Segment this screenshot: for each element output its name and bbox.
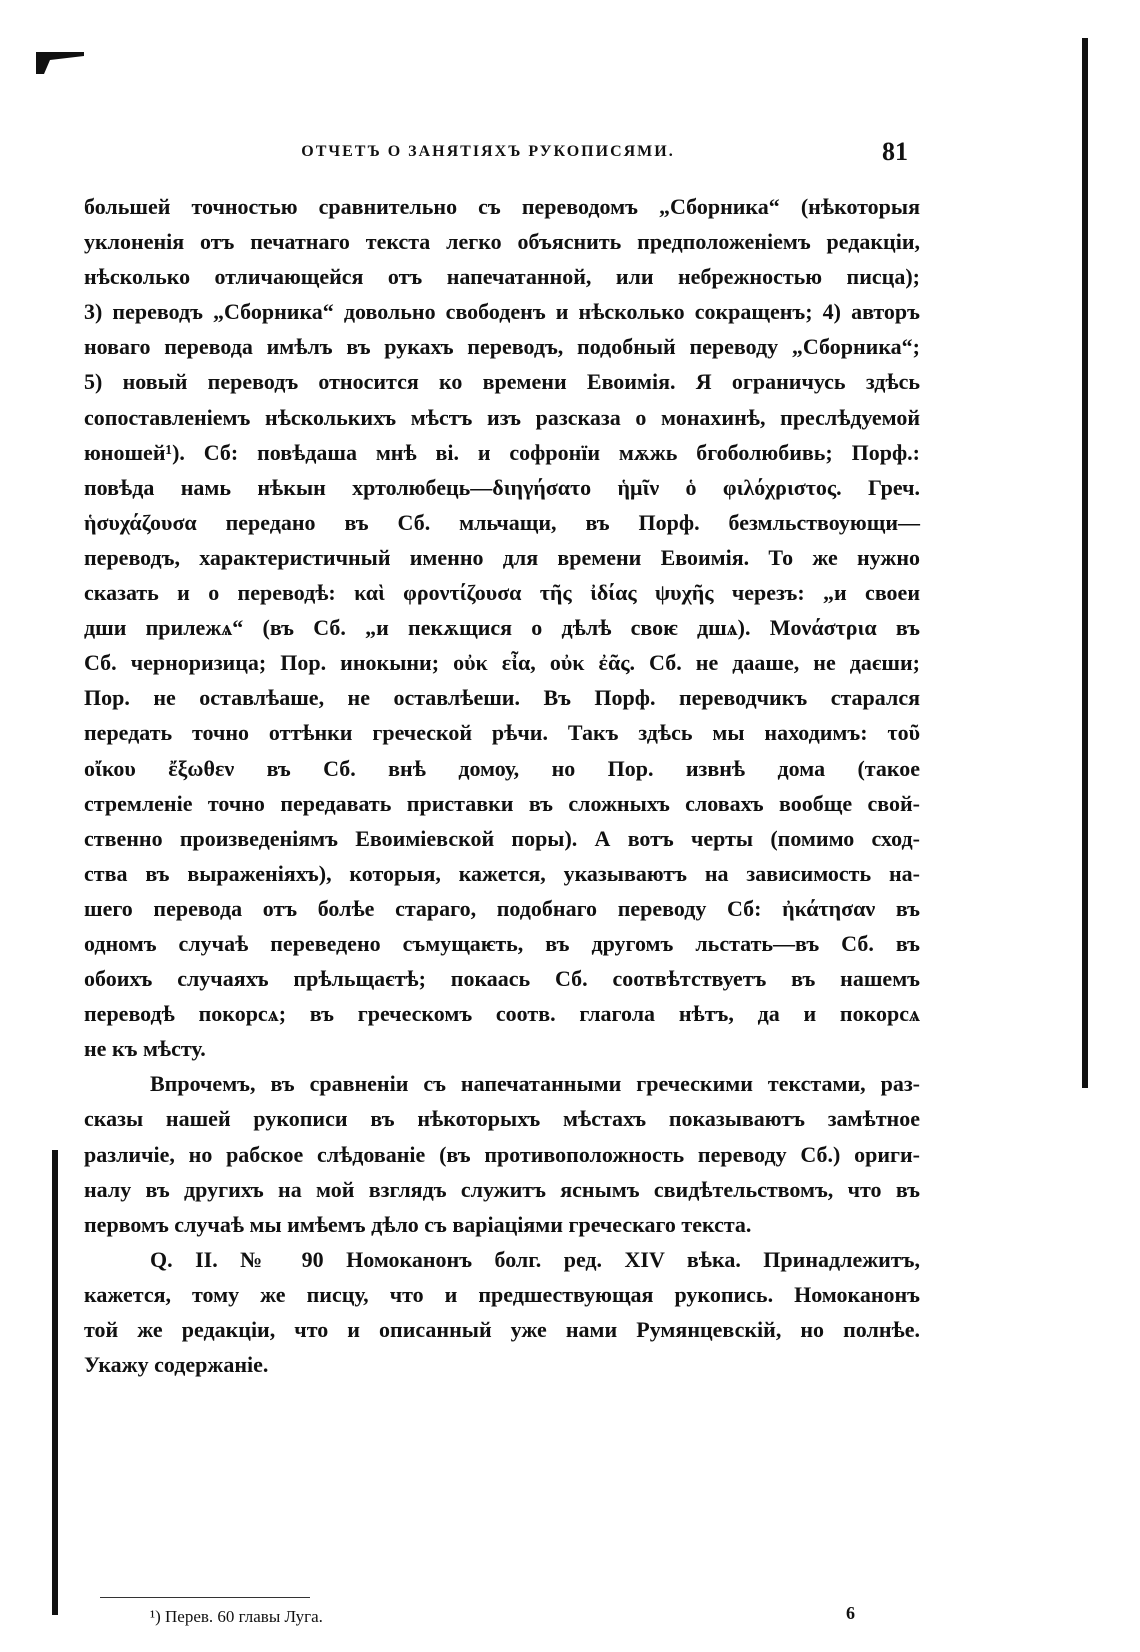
text-line: стремленіе точно передавать приставки въ сложныхъ словахъ вообще свой-	[84, 790, 920, 816]
text-line: ственно произведеніямъ Евоиміевской поры). А вотъ черты (помимо сход-	[84, 825, 920, 851]
text-line: передать точно оттѣнки греческой рѣчи. Такъ здѣсь мы находимъ: τοῦ	[84, 720, 920, 746]
text-line: 3) переводъ „Сборника“ довольно свободенъ и нѣсколько сокращенъ; 4) авторъ	[84, 299, 920, 325]
text-line: Сб. черноризица; Пор. инокыни; οὐκ εἶα, οὐκ ἐᾶς. Сб. не дааше, не даєши;	[84, 650, 920, 676]
text-line: обоихъ случаяхъ прѣльщаєтѣ; покаась Сб. соотвѣтствуетъ въ нашемъ	[84, 966, 920, 992]
text-line: уклоненія отъ печатнаго текста легко объяснить предположеніемъ редакціи,	[84, 229, 920, 255]
text-line: Пор. не оставлѣаше, не оставлѣеши. Въ Порф. переводчикъ старался	[84, 685, 920, 711]
left-margin-scan-line	[52, 1150, 58, 1615]
text-line: Укажу содержаніе.	[84, 1352, 269, 1378]
text-line: нѣсколько отличающейся отъ напечатанной, или небрежностью писца);	[84, 264, 920, 290]
text-line: большей точностью сравнительно съ переводомъ „Сборника“ (нѣкоторыя	[84, 194, 920, 219]
text-line: 5) новый переводъ относится ко времени Евоимія. Я ограничусь здѣсь	[84, 369, 920, 395]
text-line: кажется, тому же писцу, что и предшествующая рукопись. Номоканонъ	[84, 1281, 920, 1307]
signature-mark: 6	[846, 1603, 855, 1623]
text-line: сказать и о переводѣ: καὶ φροντίζουσα τῆς ἰδίας ψυχῆς черезъ: „и своеи	[84, 580, 920, 606]
corner-mark	[36, 52, 84, 74]
text-line: той же редакціи, что и описанный уже нами Румянцевскій, но полнѣе.	[84, 1317, 920, 1342]
text-line: дши прилежѧ“ (въ Сб. „и пекѫщися о дѣлѣ своѥ дшѧ). Μονάστρια въ	[84, 615, 920, 641]
text-line: различіе, но рабское слѣдованіе (въ противоположность переводу Сб.) ориги-	[84, 1141, 920, 1167]
page-header	[84, 137, 920, 173]
text-line: налу въ другихъ на мой взглядъ служитъ яснымъ свидѣтельствомъ, что въ	[84, 1176, 920, 1202]
page-number: 81	[882, 137, 908, 166]
text-line: οἴκου ἔξωθεν въ Сб. внѣ домоу, но Пор. извнѣ дома (такое	[84, 755, 920, 781]
footnote-rule	[100, 1597, 310, 1598]
right-margin-scan-line	[1082, 38, 1088, 1088]
text-line: Q. II. № 90 Номоканонъ болг. ред. XIV вѣка. Принадлежитъ,	[150, 1246, 920, 1272]
text-line: сопоставленіемъ нѣсколькихъ мѣстъ изъ разсказа о монахинѣ, преслѣдуемой	[84, 404, 920, 430]
text-line: ства въ выраженіяхъ), которыя, кажется, указываютъ на зависимость на-	[84, 860, 920, 886]
text-line: шего перевода отъ болѣе стараго, подобнаго переводу Сб: ἠκάτησαν въ	[84, 895, 920, 921]
text-line: повѣда намь нѣкын хртолюбець—διηγήσατο ἡμῖν ὁ φιλόχριστος. Греч.	[84, 474, 920, 500]
text-line: переводъ, характеристичный именно для времени Евоимія. То же нужно	[84, 544, 920, 570]
body-text	[84, 189, 920, 1382]
text-line: не къ мѣсту.	[84, 1036, 206, 1062]
footnote: ¹) Перев. 60 главы Луга.	[150, 1607, 323, 1626]
text-line: одномъ случаѣ переведено съмущаѥть, въ другомъ льстать—въ Сб. въ	[84, 930, 920, 956]
text-line: первомъ случаѣ мы имѣемъ дѣло съ варіаціями греческаго текста.	[84, 1211, 752, 1237]
text-line: переводѣ покорсѧ; въ греческомъ соотв. глагола нѣтъ, да и покорсѧ	[84, 1001, 920, 1027]
text-line: ἡσυχάζουσα передано въ Сб. мльчащи, въ Порф. безмльствоующи—	[84, 509, 920, 535]
text-line: юношей¹). Сб: повѣдаша мнѣ ві. и софронїи мѫжь бгоболюбивь; Порф.:	[84, 439, 920, 465]
text-line: новаго перевода имѣлъ въ рукахъ переводъ, подобный переводу „Сборника“;	[84, 334, 920, 360]
running-head: ОТЧЕТЪ О ЗАНЯТІЯХЪ РУКОПИСЯМИ.	[301, 143, 675, 160]
text-line: Впрочемъ, въ сравненіи съ напечатанными греческими текстами, раз-	[150, 1071, 920, 1097]
text-line: сказы нашей рукописи въ нѣкоторыхъ мѣстахъ показываютъ замѣтное	[84, 1106, 920, 1132]
